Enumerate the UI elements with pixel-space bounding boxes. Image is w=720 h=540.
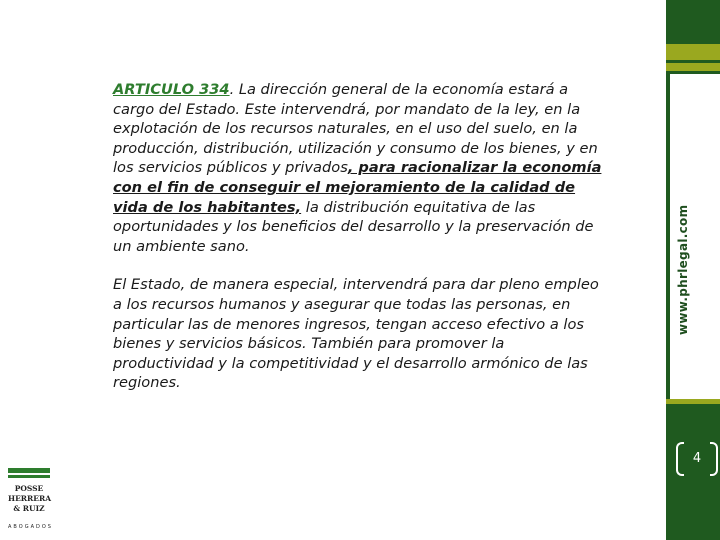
logo-line: POSSE (14, 484, 44, 493)
bracket-left-icon (676, 442, 684, 476)
logo-bar (8, 468, 50, 473)
sidebar-band (666, 399, 720, 404)
logo-line: & RUIZ (13, 504, 45, 513)
logo-line: HERRERA (8, 494, 52, 503)
article-paragraph-2: El Estado, de manera especial, intervendrá para dar pleno empleo a los recursos humanos y asegurar que todas las personas, en particular las de menores ingresos, tengan acceso efectivo a los bienes y servicios básicos. También para promover la productividad y la competitividad y el desarrollo armónico de las regiones. (113, 276, 599, 392)
sidebar-band (666, 0, 720, 40)
page-number (676, 442, 718, 476)
logo-text (8, 484, 50, 514)
sidebar-band (666, 63, 720, 71)
article-text-c: la distribución equitativa de las oportunidades y los beneficios del desarrollo y la preservación de un ambiente sano. (113, 198, 594, 255)
article-text-emphasis: , para racionalizar la economía con el fin de conseguir el mejoramiento de la calidad de vida de los habitantes, (113, 159, 602, 216)
article-label: ARTICULO 334 (113, 81, 230, 98)
article-paragraph-1 (113, 80, 608, 256)
logo-bar (8, 475, 50, 478)
sidebar-band (666, 44, 720, 60)
page-number-value: 4 (692, 451, 702, 466)
website-url[interactable]: www.phrlegal.com (676, 204, 690, 335)
firm-logo (8, 468, 53, 530)
article-text-a: . La dirección general de la economía estará a cargo del Estado. Este intervendrá, por mandato de la ley, en la explotación de los recursos naturales, en el uso del suelo, en la producción, distribución, utilización y consumo de los bienes, y en los servicios públicos y privados (113, 81, 598, 177)
bracket-right-icon (710, 442, 718, 476)
logo-tagline: ABOGADOS (8, 524, 53, 530)
article-text (113, 80, 608, 393)
sidebar-band (666, 74, 720, 399)
